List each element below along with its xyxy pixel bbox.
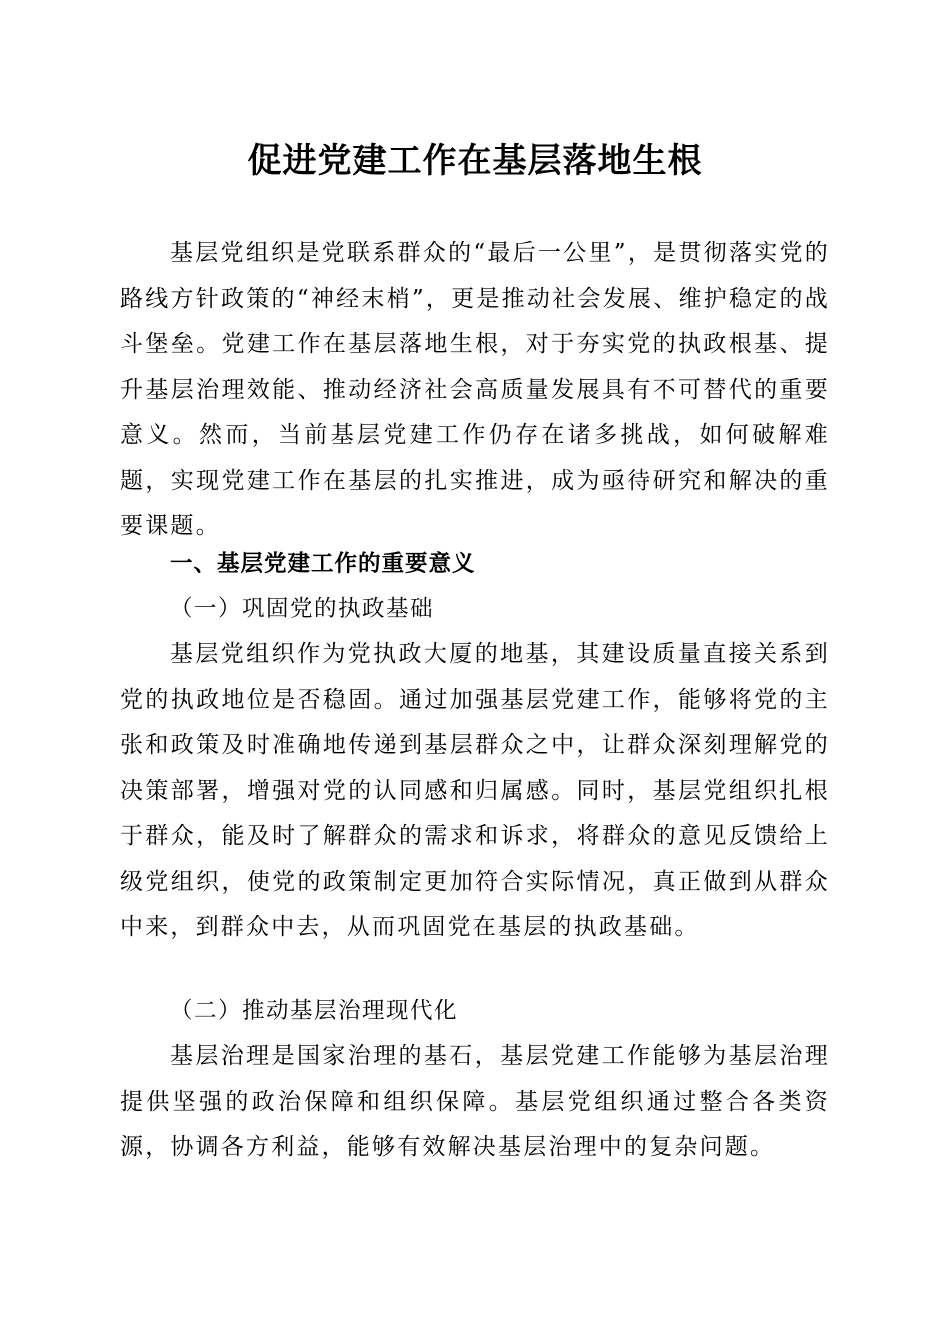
subsection-1 (120, 587, 830, 633)
subsection-1-paragraph: 基层党组织作为党执政大厦的地基，其建设质量直接关系到党的执政地位是否稳固。通过加强基层党建工作，能够将党的主张和政策及时准确地传递到基层群众之中，让群众深刻理解党的决策部署，增强对党的认同感和归属感。同时，基层党组织扎根于群众，能及时了解群众的需求和诉求，将群众的意见反馈给上级党组织，使党的政策制定更加符合实际情况，真正做到从群众中来，到群众中去，从而巩固党在基层的执政基础。 (120, 641, 830, 940)
subsection-2-paragraph: 基层治理是国家治理的基石，基层党建工作能够为基层治理提供坚强的政治保障和组织保障。基层党组织通过整合各类资源，协调各方利益，能够有效解决基层治理中的复杂问题。 (120, 1043, 830, 1160)
intro-paragraph: 基层党组织是党联系群众的“最后一公里”，是贯彻落实党的路线方针政策的“神经末梢”，更是推动社会发展、维护稳定的战斗堡垒。党建工作在基层落地生根，对于夯实党的执政根基、提升基层治理效能、推动经济社会高质量发展具有不可替代的重要意义。然而，当前基层党建工作仍存在诸多挑战，如何破解难题，实现党建工作在基层的扎实推进，成为亟待研究和解决的重要课题。 (120, 240, 830, 539)
document-body (120, 231, 830, 550)
section-1-heading: 一、基层党建工作的重要意义 (170, 551, 476, 577)
subsection-2 (120, 989, 830, 1035)
subsection-2-body (120, 1034, 830, 1171)
subsection-1-body (120, 632, 830, 951)
subsection-1-heading: （一）巩固党的执政基础 (170, 596, 435, 622)
subsection-2-heading: （二）推动基层治理现代化 (170, 998, 459, 1024)
document-title: 促进党建工作在基层落地生根 (247, 141, 703, 181)
section-1 (120, 542, 830, 588)
